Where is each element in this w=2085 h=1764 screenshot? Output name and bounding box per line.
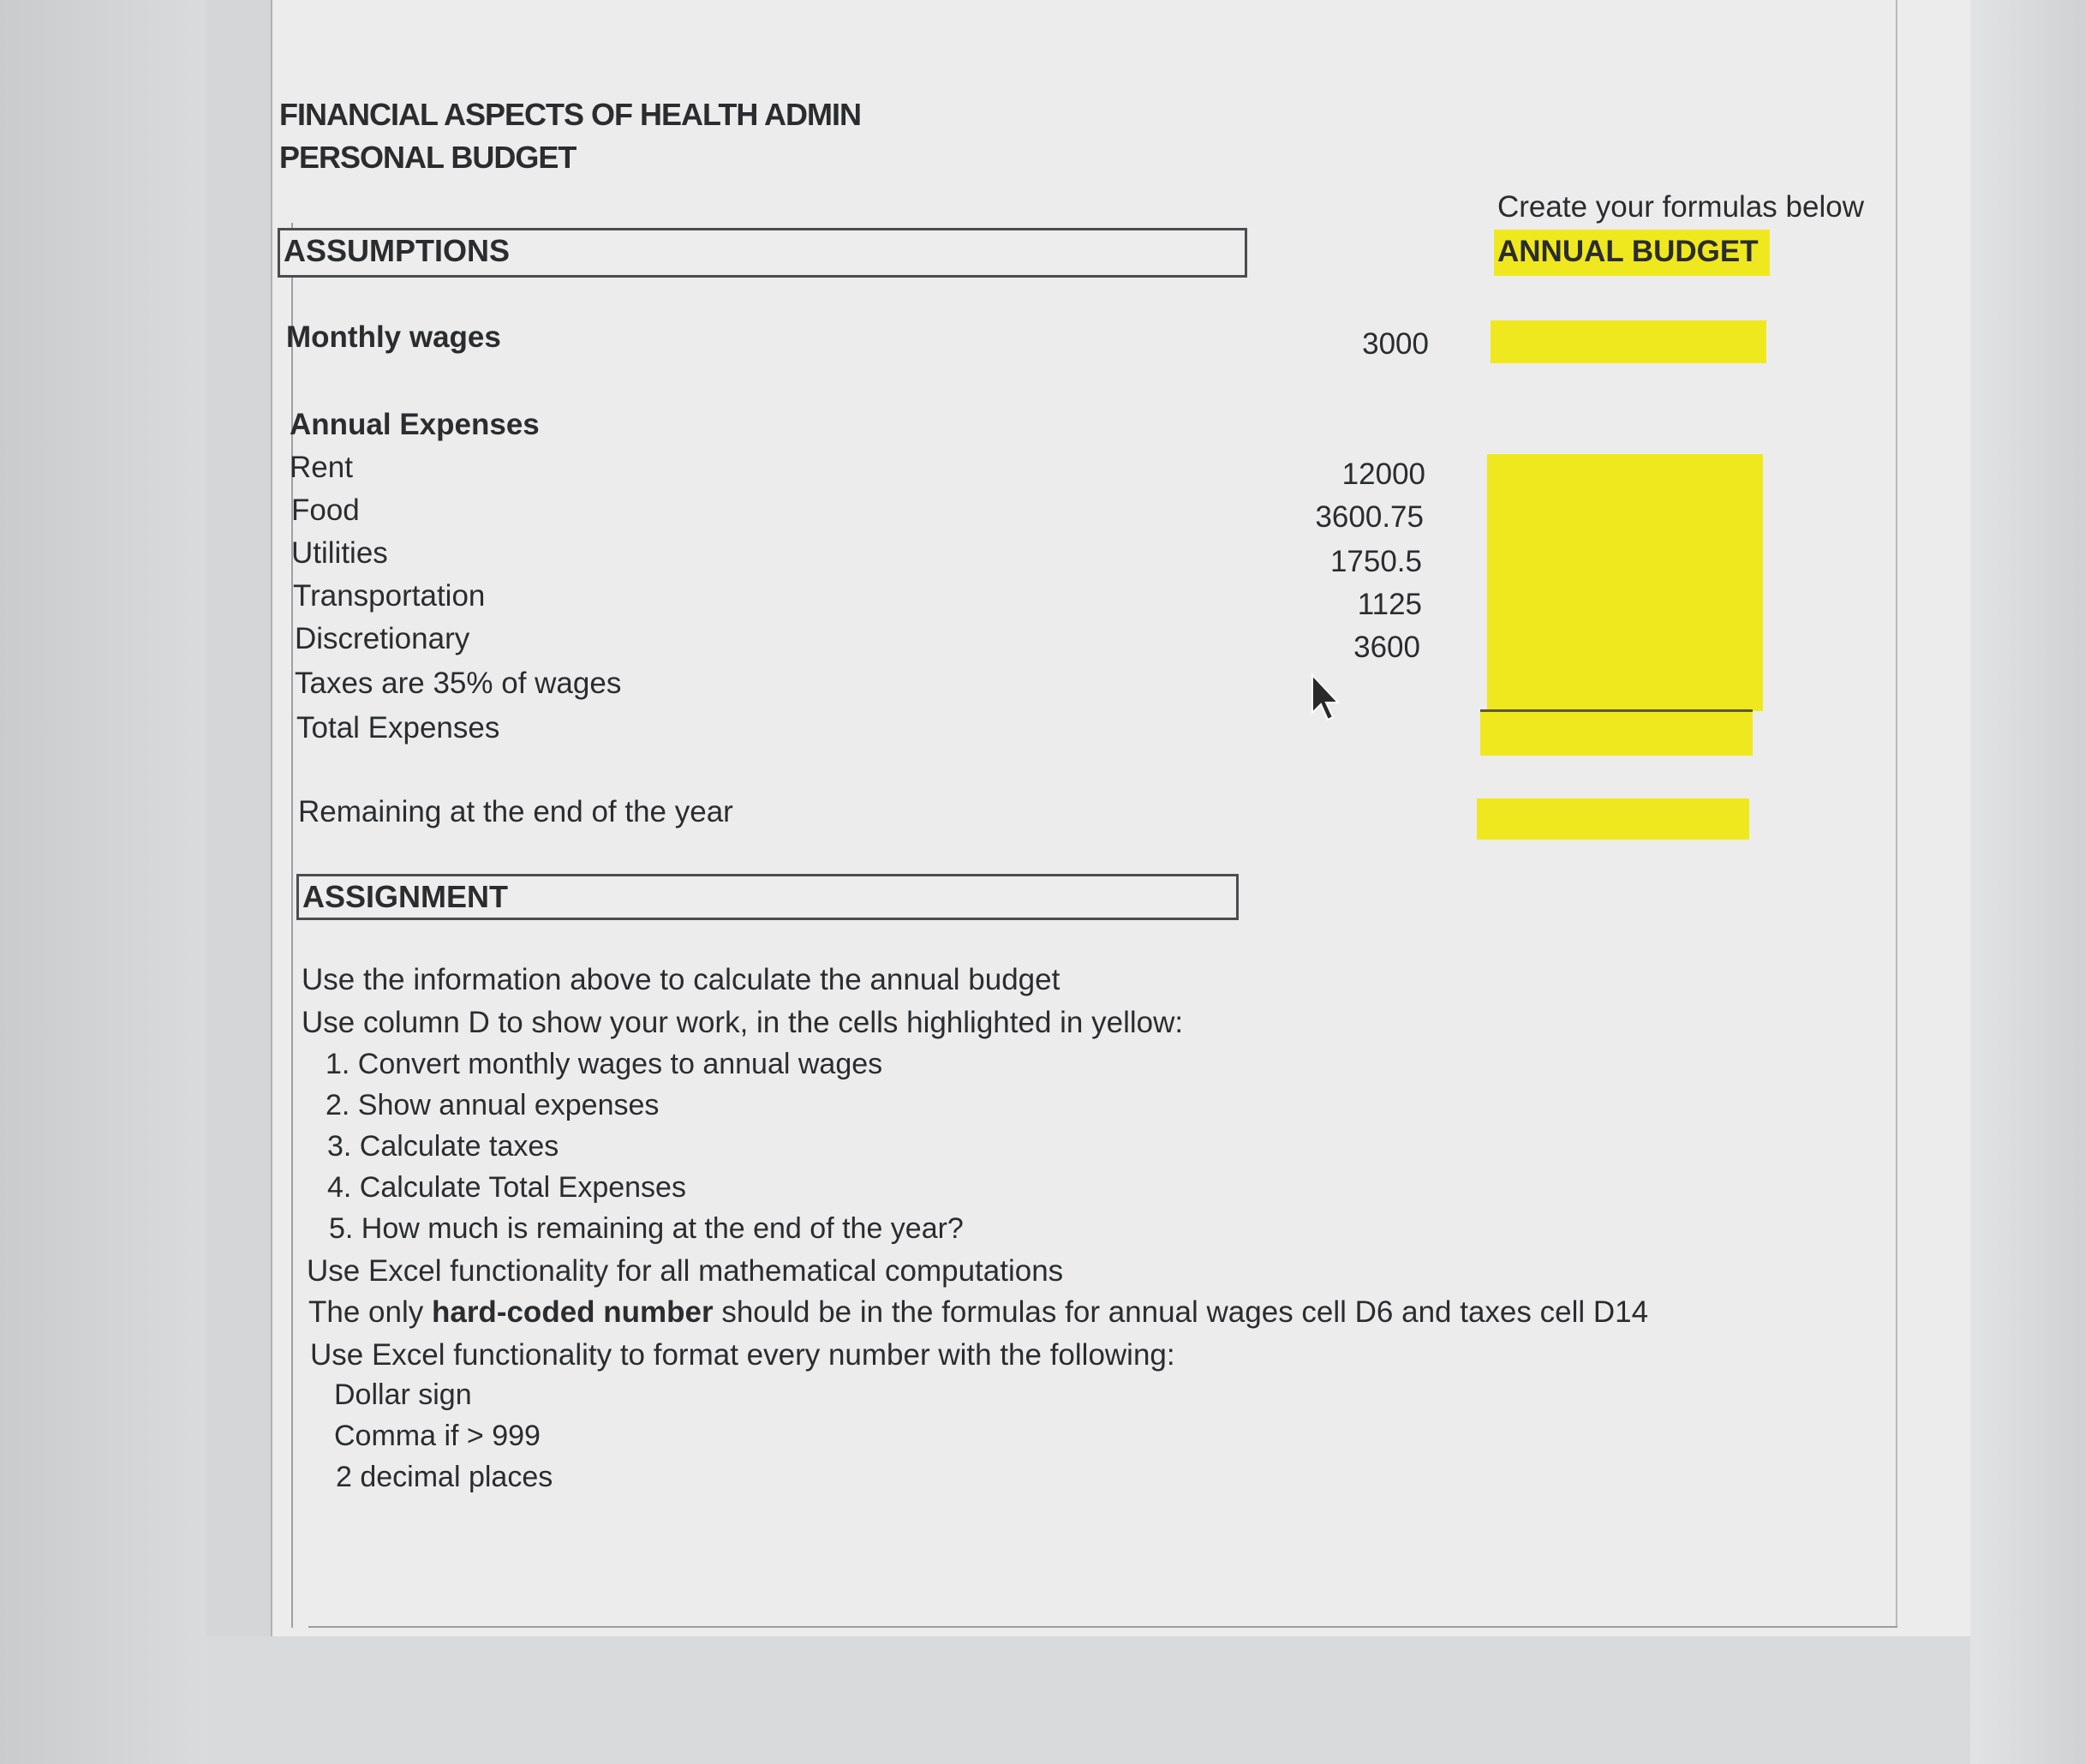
formula-instruction: Create your formulas below <box>1497 190 1864 224</box>
expense-label-food: Food <box>291 493 360 527</box>
expense-label-rent: Rent <box>290 451 353 484</box>
mouse-pointer-icon <box>1309 673 1343 725</box>
assignment-line-4 <box>308 1294 1648 1331</box>
format-dollar-sign: Dollar sign <box>334 1378 472 1411</box>
assignment-line-1: Use the information above to calculate the annual budget <box>302 963 1060 996</box>
assignment-line-4-prefix: The only <box>308 1295 432 1329</box>
expense-value-transportation[interactable]: 1125 <box>1357 588 1422 621</box>
remaining-label: Remaining at the end of the year <box>298 795 733 828</box>
total-divider-line <box>1480 709 1753 712</box>
assumptions-heading-cell[interactable] <box>278 228 1247 278</box>
format-decimal-places: 2 decimal places <box>336 1461 553 1493</box>
assignment-step-3: 3. Calculate taxes <box>327 1130 559 1163</box>
total-expenses-cell[interactable] <box>1480 711 1753 756</box>
expense-label-utilities: Utilities <box>291 536 388 570</box>
taxes-label: Taxes are 35% of wages <box>295 667 622 700</box>
title-line-2: PERSONAL BUDGET <box>279 140 577 175</box>
monitor-bezel-left <box>0 0 206 1764</box>
annual-wages-cell-d6[interactable] <box>1491 320 1766 363</box>
monitor-bezel-right <box>1970 0 2085 1764</box>
sheet-right-edge <box>1896 0 1897 1628</box>
assignment-step-5: 5. How much is remaining at the end of the year? <box>329 1212 964 1245</box>
total-expenses-label: Total Expenses <box>296 711 500 744</box>
monthly-wages-label: Monthly wages <box>286 320 501 354</box>
monitor-bezel-bottom <box>206 1636 1970 1764</box>
annual-expenses-cells[interactable] <box>1487 454 1763 711</box>
expense-value-utilities[interactable]: 1750.5 <box>1329 545 1422 578</box>
expense-value-rent[interactable]: 12000 <box>1341 457 1425 491</box>
monthly-wages-value[interactable]: 3000 <box>1362 327 1429 361</box>
assignment-line-2: Use column D to show your work, in the cells highlighted in yellow: <box>302 1006 1184 1039</box>
assignment-step-1: 1. Convert monthly wages to annual wages <box>326 1048 883 1080</box>
annual-budget-heading: ANNUAL BUDGET <box>1497 235 1759 268</box>
sheet-bottom-border <box>308 1626 1897 1628</box>
remaining-cell[interactable] <box>1477 798 1749 840</box>
hard-coded-number-emphasis: hard-coded number <box>431 1295 714 1329</box>
expense-label-transportation: Transportation <box>293 579 486 613</box>
assignment-heading: ASSIGNMENT <box>302 879 509 914</box>
expense-value-food[interactable]: 3600.75 <box>1315 500 1424 534</box>
format-comma: Comma if > 999 <box>334 1420 541 1452</box>
assignment-line-3: Use Excel functionality for all mathematical computations <box>307 1254 1064 1288</box>
expense-label-discretionary: Discretionary <box>295 622 470 655</box>
sheet-left-edge <box>271 0 272 1636</box>
assumptions-heading: ASSUMPTIONS <box>284 233 511 268</box>
assignment-step-4: 4. Calculate Total Expenses <box>327 1171 686 1204</box>
assignment-heading-cell[interactable] <box>296 874 1239 920</box>
annual-expenses-label: Annual Expenses <box>290 408 540 441</box>
assignment-line-4-suffix: should be in the formulas for annual wages cell D6 and taxes cell D14 <box>713 1295 1649 1329</box>
expense-value-discretionary[interactable]: 3600 <box>1353 631 1420 664</box>
assignment-line-5: Use Excel functionality to format every number with the following: <box>310 1338 1175 1372</box>
assignment-step-2: 2. Show annual expenses <box>326 1089 660 1121</box>
title-line-1: FINANCIAL ASPECTS OF HEALTH ADMIN <box>279 97 861 132</box>
